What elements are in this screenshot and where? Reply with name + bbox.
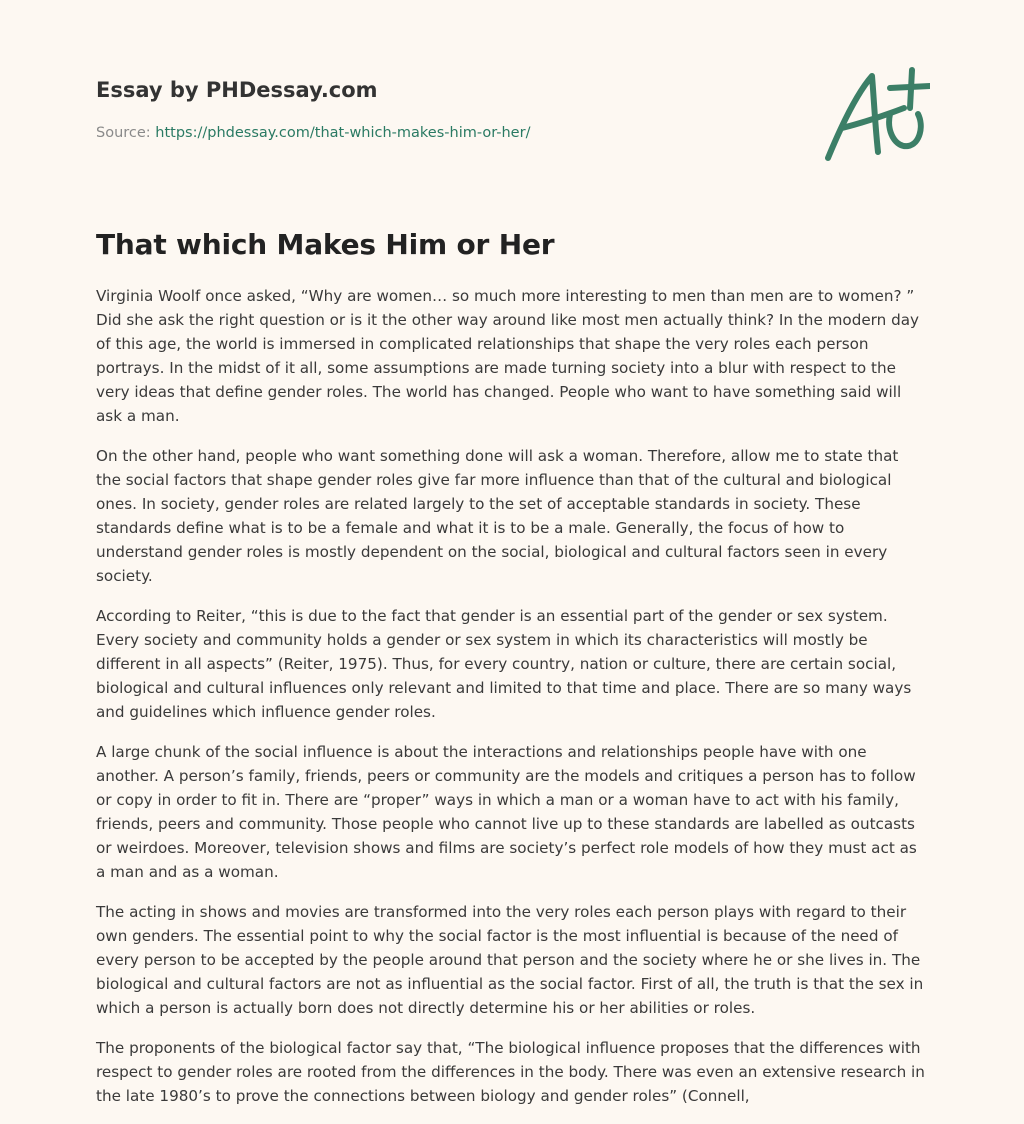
essay-paragraph: A large chunk of the social influence is about the interactions and relationships people have with one another. A person’s family, friends, peers or community are the models and critiques a person has to follow or copy in order to fit in. There are “proper” ways in which a man or a woman have to act with his family, friends, peers and community. Those people who cannot live up to these standards are labelled as outcasts or weirdoes. Moreover, television shows and films are society’s perfect role models of how they must act as a man and as a woman. <box>96 743 917 881</box>
source-label: Source: <box>96 125 151 141</box>
essay-paragraph: According to Reiter, “this is due to the fact that gender is an essential part of the gender or sex system. Every society and community holds a gender or sex system in which its characteristics will mostly be different in all aspects” (Reiter, 1975). Thus, for every country, nation or culture, there are certain social, biological and cultural influences only relevant and limited to that time and place. There are so many ways and guidelines which influence gender roles. <box>96 607 912 721</box>
essay-paragraph: The acting in shows and movies are transformed into the very roles each person plays with regard to their own genders. The essential point to why the social factor is the most influential is because of the need of every person to be accepted by the people around that person and the society where he or she lives in. The biological and cultural factors are not as influential as the social factor. First of all, the truth is that the sex in which a person is actually born does not directly determine his or her abilities or roles. <box>96 903 924 1017</box>
source-line <box>96 125 530 141</box>
source-link[interactable]: https://phdessay.com/that-which-makes-him-or-her/ <box>155 125 531 141</box>
site-brand: Essay by PHDessay.com <box>96 78 378 102</box>
essay-title: That which Makes Him or Her <box>96 228 555 261</box>
essay-paragraph: The proponents of the biological factor say that, “The biological influence proposes that the differences with respect to gender roles are rooted from the differences in the body. There was even an extensive research in the late 1980’s to prove the connections between biology and gender roles” (Connell, <box>96 1039 925 1105</box>
essay-paragraph: Virginia Woolf once asked, “Why are women… so much more interesting to men than men are to women? ” Did she ask the right question or is it the other way around like most men actually think? In the modern day of this age, the world is immersed in complicated relationships that shape the very roles each person portrays. In the midst of it all, some assumptions are made turning society into a blur with respect to the very ideas that define gender roles. The world has changed. People who want to have something said will ask a man. <box>96 287 920 425</box>
essay-paragraph: On the other hand, people who want something done will ask a woman. Therefore, allow me to state that the social factors that shape gender roles give far more influence than that of the cultural and biological ones. In society, gender roles are related largely to the set of acceptable standards in society. These standards define what is to be a female and what it is to be a male. Generally, the focus of how to understand gender roles is mostly dependent on the social, biological and cultural factors seen in every society. <box>96 447 899 585</box>
a-plus-icon <box>820 62 930 166</box>
essay-body <box>96 284 926 1124</box>
